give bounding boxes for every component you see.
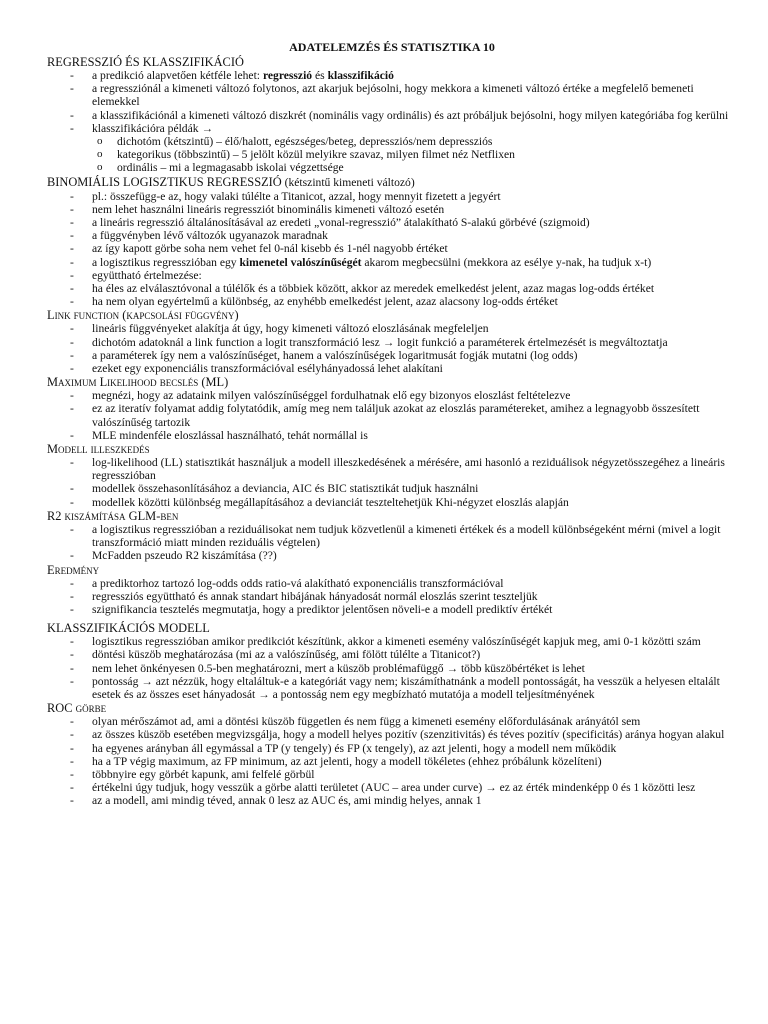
section-heading [47, 375, 737, 389]
list-item [47, 523, 737, 549]
text: nem lehet önkényesen 0.5-ben meghatározni, mert a küszöb problémafüggő → több küszöbértéket is lehet [92, 661, 585, 675]
list-item [47, 456, 737, 482]
section-heading [47, 55, 737, 69]
text: klasszifikációra példák → [92, 121, 214, 135]
list-item [47, 269, 737, 282]
section-heading-text: R2 kiszámítása GLM-ben [47, 508, 179, 523]
section-heading [47, 308, 737, 322]
section-heading [47, 701, 737, 715]
section-heading [47, 175, 737, 190]
document-body [47, 55, 737, 808]
text: a logisztikus regresszióban egy [92, 255, 240, 269]
text: modellek összehasonlításához a deviancia, AIC és BIC statisztikát tudjuk használni [92, 482, 479, 496]
list-item [47, 742, 737, 755]
bullet-list [47, 456, 737, 509]
sub-bullet-list [92, 135, 737, 175]
list-item [47, 603, 737, 616]
sub-list-item: o dichotóm (kétszintű) – élő/halott, egészséges/beteg, depressziós/nem depressziós [92, 135, 737, 148]
text: ez az iteratív folyamat addig folytatódik, amíg meg nem találjuk azokat az eloszlás paramétereket, amihez a legnagyobb összesített valószínűség tartozik [92, 402, 700, 429]
text: pl.: összefügg-e az, hogy valaki túlélte a Titanicot, azzal, hogy mennyit fizetett a jegyért [92, 189, 501, 203]
list-item [47, 216, 737, 229]
list-item [47, 389, 737, 402]
text: szignifikancia tesztelés megmutatja, hogy a prediktor jelentősen növeli-e a modell prediktív értékét [92, 602, 553, 616]
list-item [47, 577, 737, 590]
text: regressziós együttható és annak standart hibájának hányadosát normál eloszlás szerint teszteljük [92, 589, 538, 603]
list-item [47, 429, 737, 442]
list-item [47, 362, 737, 375]
text: log-likelihood (LL) statisztikát használjuk a modell illeszkedésének a mérésére, ami hasonló a reziduálisok négyzetösszegéhez a lineáris regresszióban [92, 456, 725, 483]
list-item [47, 755, 737, 768]
list-item [47, 109, 737, 122]
list-item [47, 662, 737, 675]
text: modellek közötti különbség megállapításához a devianciát teszteltehetjük Khi-négyzet eloszlás alapján [92, 495, 569, 509]
text: akarom megbecsülni (mekkora az esélye y-nak, ha tudjuk x-t) [361, 255, 652, 269]
text: McFadden pszeudo R2 kiszámítása (??) [92, 549, 277, 563]
list-item [47, 482, 737, 495]
text: ha éles az elválasztóvonal a túlélők és a többiek között, akkor az meredek emelkedést jelent, azaz magas log-odds értéket [92, 282, 655, 296]
text: a regressziónál a kimeneti változó folytonos, azt akarjuk bejósolni, hogy mekkora a kimeneti változó értéke a megfelelő bemeneti elemekkel [92, 82, 694, 109]
text: a predikció alapvetően kétféle lehet: [92, 69, 263, 82]
text: a paraméterek így nem a valószínűséget, hanem a valószínűségek logaritmusát fogják mutatni (log odds) [92, 348, 578, 362]
sub-list-item: o kategorikus (többszintű) – 5 jelölt közül melyikre szavaz, milyen filmet néz Netflixen [92, 148, 737, 161]
list-item [47, 242, 737, 255]
section-heading-text: Modell illeszkedés [47, 442, 150, 457]
document-title: ADATELEMZÉS ÉS STATISZTIKA 10 [289, 40, 495, 54]
section-heading-note: (kétszintű kimeneti változó) [281, 175, 415, 189]
text: a logisztikus regresszióban a reziduálisokat nem tudjuk közvetlenül a kimeneti értékek és a modell különbségeként mérni (mivel a logit transzformáció miatt minden reziduális végtelen) [92, 522, 721, 550]
text: a prediktorhoz tartozó log-odds odds ratio-vá alakítható exponenciális transzformációval [92, 576, 504, 590]
section-heading-text: BINOMIÁLIS LOGISZTIKUS REGRESSZIÓ [47, 174, 282, 189]
list-item [47, 336, 737, 349]
text: ha nem olyan egyértelmű a különbség, az enyhébb emelkedést jelent, azaz alacsony log-odds értéket [92, 295, 558, 309]
list-item [47, 190, 737, 203]
text: lineáris függvényeket alakítja át úgy, hogy kimeneti változó eloszlásának megfeleljen [92, 322, 489, 336]
section-heading-text: Link function (kapcsolási függvény) [47, 308, 239, 323]
list-item [47, 496, 737, 509]
text: a lineáris regresszió általánosításával az eredeti „vonal-regresszió” átalakítható S-alakú görbévé (szigmoid) [92, 216, 590, 230]
list-item [47, 256, 737, 269]
section-heading-text: KLASSZIFIKÁCIÓS MODELL [47, 621, 210, 636]
section-heading [47, 442, 737, 456]
text: ezeket egy exponenciális transzformációval esélyhányadossá lehet alakítani [92, 362, 443, 376]
list-item [47, 794, 737, 807]
section-heading-text: REGRESSZIÓ ÉS KLASSZIFIKÁCIÓ [47, 55, 244, 69]
list-item [47, 122, 737, 175]
text: az a modell, ami mindig téved, annak 0 lesz az AUC és, ami mindig helyes, annak 1 [92, 794, 482, 808]
list-item [47, 322, 737, 335]
list-item [47, 349, 737, 362]
list-item [47, 82, 737, 108]
text: logisztikus regresszióban amikor predikciót készítünk, akkor a kimeneti esemény valószínűségét kapjuk meg, ami 0-1 közötti szám [92, 635, 701, 649]
bullet-list [47, 69, 737, 175]
bullet-list [47, 322, 737, 375]
text: döntési küszöb meghatározása (mi az a valószínűség, ami fölött túlélte a Titanicot?) [92, 648, 481, 662]
list-item [47, 402, 737, 428]
text: az összes küszöb esetében megvizsgálja, hogy a modell helyes pozitív (szenzitivitás) és téves pozitív (specificitás) aránya hogyan alakul [92, 728, 725, 742]
text: megnézi, hogy az adataink milyen valószínűséggel fordulhatnak elő egy bizonyos eloszlást feltételezve [92, 389, 571, 403]
sub-list-item: o ordinális – mi a legmagasabb iskolai végzettsége [92, 161, 737, 174]
section-heading [47, 563, 737, 577]
bullet-list [47, 389, 737, 442]
text: együttható értelmezése: [92, 268, 202, 282]
list-item [47, 635, 737, 648]
list-item [47, 648, 737, 661]
list-item [47, 728, 737, 741]
text: értékelni úgy tudjuk, hogy vesszük a görbe alatti területet (AUC – area under curve) → ez az érték mindenképp 0 és 1 közötti lesz [92, 781, 696, 795]
bold-text: klasszifikáció [327, 69, 394, 82]
section-heading-text: Eredmény [47, 562, 100, 577]
text: ha egyenes arányban áll egymással a TP (y tengely) és FP (x tengely), az azt jelenti, hogy a modell nem működik [92, 741, 617, 755]
text: nem lehet használni lineáris regressziót binominális kimeneti változó esetén [92, 202, 445, 216]
bullet-list [47, 635, 737, 701]
list-item [47, 590, 737, 603]
text: olyan mérőszámot ad, ami a döntési küszöb független és nem függ a kimeneti esemény előfordulásának arányától sem [92, 715, 641, 729]
text: pontosság → azt nézzük, hogy eltaláltuk-e a kategóriát vagy nem; kiszámíthatnánk a modell pontosságát, ha vesszük a helyesen eltalált esetek és az összes eset hányadosát → a pontosság nem egy megbízható mutatója a modell teljesítményének [92, 674, 720, 701]
text: ha a TP végig maximum, az FP minimum, az azt jelenti, hogy a modell tökéletes (ehhez próbálunk közelíteni) [92, 754, 602, 768]
text: az így kapott görbe soha nem vehet fel 0-nál kisebb és 1-nél nagyobb értéket [92, 242, 448, 256]
bold-text: regresszió [262, 69, 313, 82]
text: dichotóm adatoknál a link function a logit transzformáció lesz → logit funkció a paraméterek értelmezését is megváltoztatja [92, 335, 668, 349]
section-heading-text: ROC görbe [47, 701, 107, 716]
section-heading-text: Maximum Likelihood becslés (ML) [47, 375, 229, 390]
section-heading [47, 621, 737, 635]
text: a függvényben lévő változók ugyanazok maradnak [92, 229, 328, 243]
text: többnyire egy görbét kapunk, ami felfelé görbül [92, 767, 315, 781]
list-item [47, 768, 737, 781]
list-item [47, 203, 737, 216]
document-page [47, 40, 737, 808]
text: a klasszifikációnál a kimeneti változó diszkrét (nominális vagy ordinális) és azt próbáljuk bejósolni, hogy milyen kategóriába fog kerülni [92, 108, 729, 122]
bullet-list [47, 523, 737, 563]
bold-text: kimenetel valószínűségét [239, 255, 362, 269]
list-item [47, 549, 737, 562]
list-item [47, 781, 737, 794]
list-item [47, 229, 737, 242]
list-item [47, 282, 737, 295]
text: és [312, 69, 328, 82]
text: MLE mindenféle eloszlással használható, tehát normállal is [92, 428, 368, 442]
list-item [47, 295, 737, 308]
list-item [47, 69, 737, 82]
list-item [47, 675, 737, 701]
section-heading [47, 509, 737, 523]
bullet-list [47, 190, 737, 309]
bullet-list [47, 577, 737, 617]
bullet-list [47, 715, 737, 807]
list-item [47, 715, 737, 728]
